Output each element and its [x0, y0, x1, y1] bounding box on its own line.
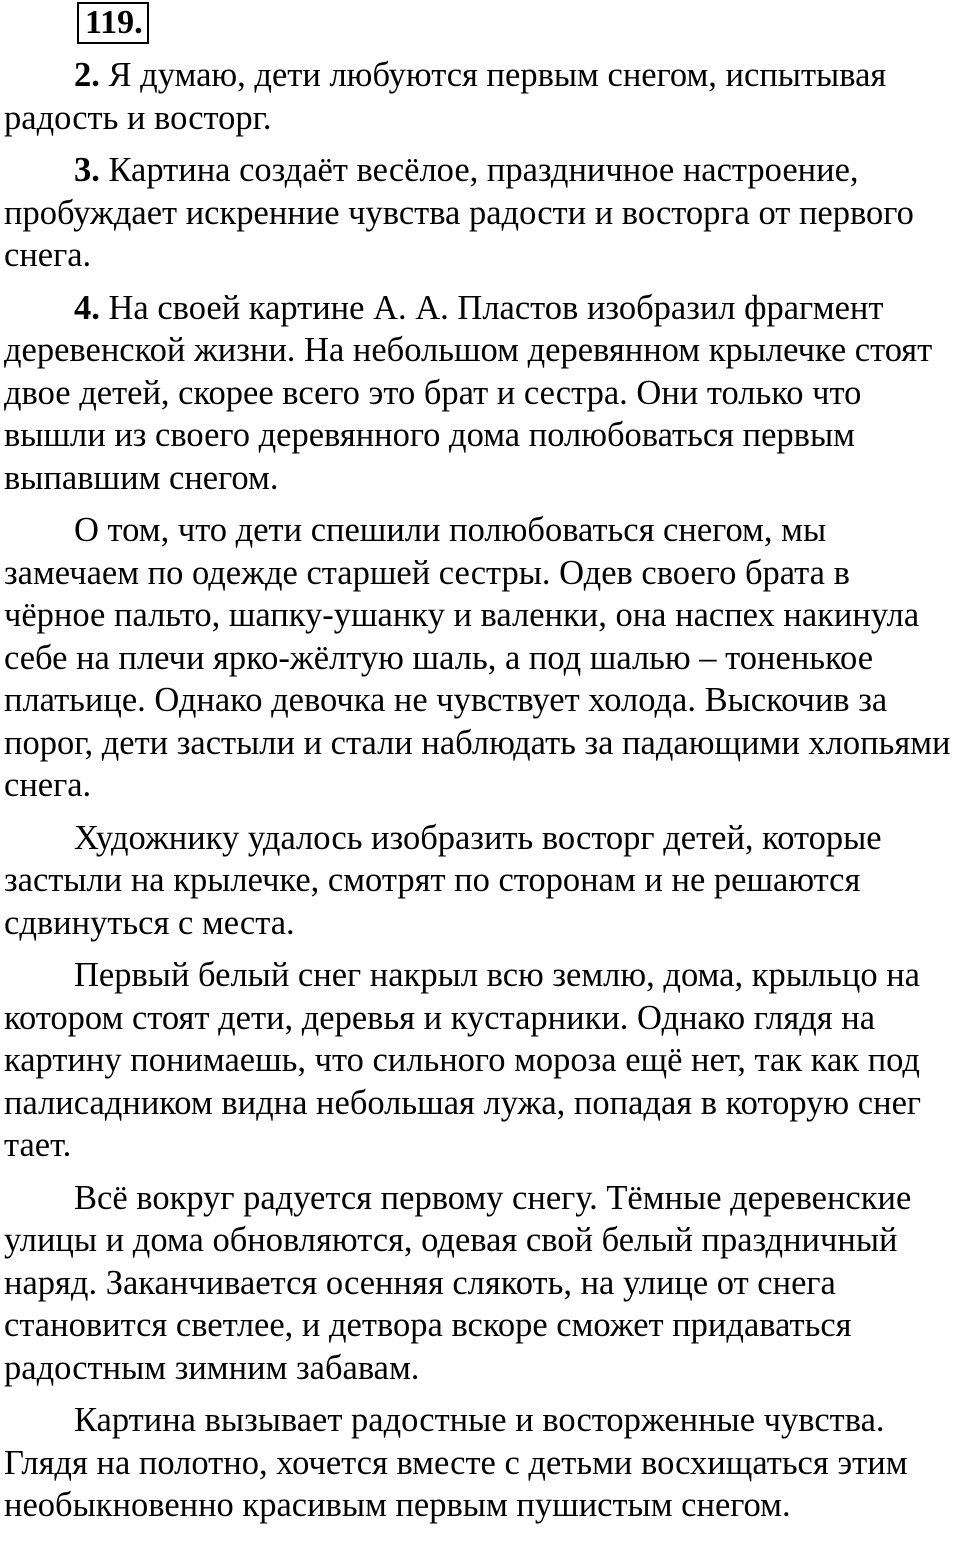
- essay-paragraph: [4, 509, 954, 807]
- paragraph-text: Первый белый снег накрыл всю землю, дома, крыльцо на котором стоят дети, деревья и кустарники. Однако глядя на картину понимаешь, что сильного мороза ещё нет, так как под палисадником видна небольшая лужа, попадая в которую снег тает.: [4, 956, 922, 1164]
- paragraph-text: Художнику удалось изобразить восторг детей, которые застыли на крылечке, смотрят по сторонам и не решаются сдвинуться с места.: [4, 818, 882, 942]
- item-number: 2.: [74, 56, 100, 94]
- paragraph-text: Картина создаёт весёлое, праздничное настроение, пробуждает искренние чувства радости и восторга от первого снега.: [4, 151, 914, 274]
- answer-paragraph-3: [4, 149, 954, 277]
- answer-paragraph-2: [4, 54, 954, 139]
- paragraph-text: О том, что дети спешили полюбоваться снегом, мы замечаем по одежде старшей сестры. Одев своего брата в чёрное пальто, шапку-ушанку и валенки, она наспех накинула себе на плечи ярко-жёлтую шаль, а под шалью – тоненькое платьице. Однако девочка не чувствует холода. Выскочив за порог, дети застыли и стали наблюдать за падающими хлопьями снега.: [4, 511, 951, 804]
- paragraph-text: Картина вызывает радостные и восторженные чувства. Глядя на полотно, хочется вместе с детьми восхищаться этим необыкновенно красивым первым пушистым снегом.: [4, 1401, 908, 1524]
- answer-paragraph-4: [4, 287, 954, 500]
- essay-paragraph: [4, 1177, 954, 1390]
- exercise-number: 119.: [77, 2, 149, 44]
- paragraph-text: Всё вокруг радуется первому снегу. Тёмные деревенские улицы и дома обновляются, одевая свой белый праздничный наряд. Заканчивается осенняя слякоть, на улице от снега становится светлее, и детвора вскоре сможет придаваться радостным зимним забавам.: [4, 1178, 912, 1387]
- paragraph-text: Я думаю, дети любуются первым снегом, испытывая радость и восторг.: [4, 56, 887, 137]
- essay-paragraph: [4, 817, 954, 945]
- paragraph-text: На своей картине А. А. Пластов изобразил фрагмент деревенской жизни. На небольшом деревянном крылечке стоят двое детей, скорее всего это брат и сестра. Они только что вышли из своего деревянного дома полюбоваться первым выпавшим снегом.: [4, 288, 933, 497]
- item-number: 3.: [74, 151, 100, 189]
- essay-paragraph: [4, 954, 954, 1167]
- item-number: 4.: [74, 288, 100, 327]
- essay-paragraph: [4, 1399, 954, 1527]
